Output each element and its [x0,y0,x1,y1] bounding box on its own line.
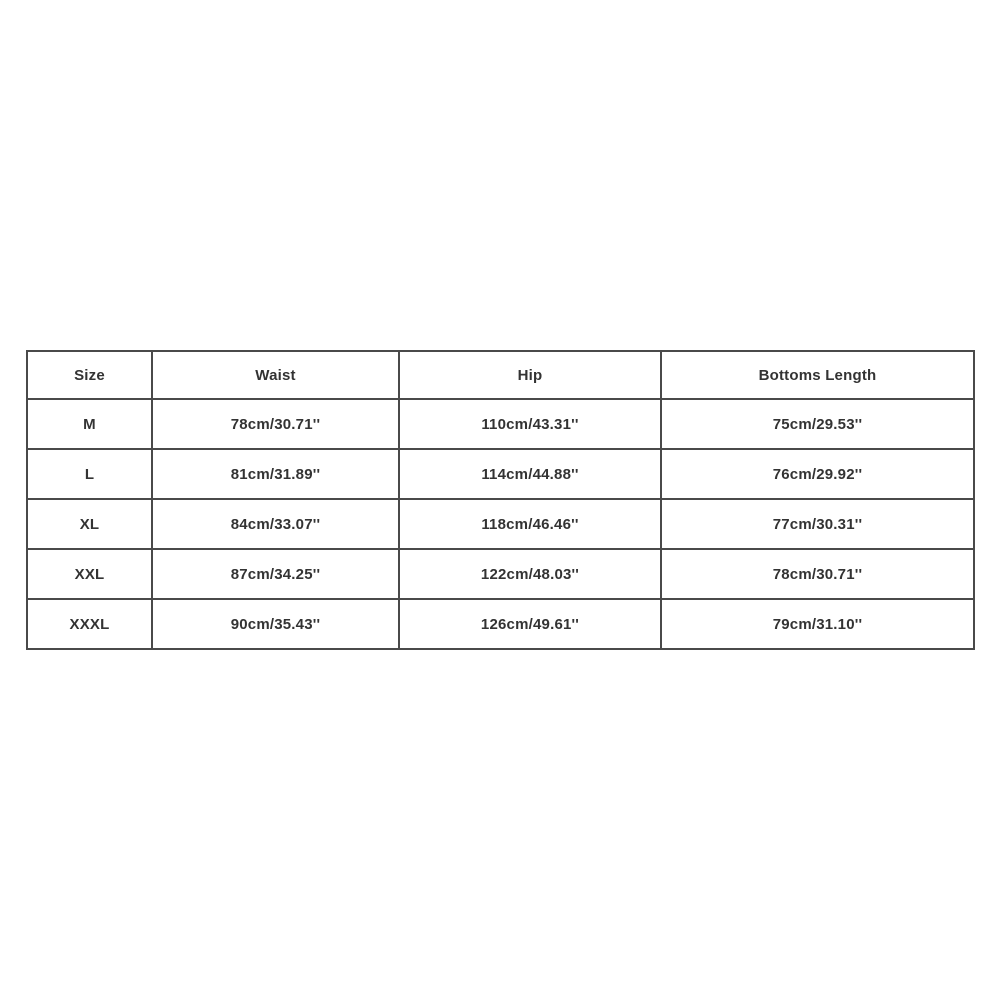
waist-cell: 81cm/31.89'' [152,449,399,499]
table-row [27,549,974,599]
bottoms-length-cell: 79cm/31.10'' [661,599,974,649]
hip-cell: 110cm/43.31'' [399,399,661,449]
bottoms-length-cell: 78cm/30.71'' [661,549,974,599]
waist-cell: 78cm/30.71'' [152,399,399,449]
column-header-size: Size [27,351,152,399]
table-row [27,499,974,549]
size-cell: XXL [27,549,152,599]
hip-cell: 122cm/48.03'' [399,549,661,599]
column-header-waist: Waist [152,351,399,399]
table-row [27,599,974,649]
size-cell: XXXL [27,599,152,649]
waist-cell: 90cm/35.43'' [152,599,399,649]
hip-cell: 118cm/46.46'' [399,499,661,549]
size-cell: XL [27,499,152,549]
waist-cell: 87cm/34.25'' [152,549,399,599]
bottoms-length-cell: 76cm/29.92'' [661,449,974,499]
table-header-row [27,351,974,399]
bottoms-length-cell: 77cm/30.31'' [661,499,974,549]
hip-cell: 126cm/49.61'' [399,599,661,649]
size-cell: L [27,449,152,499]
table-row [27,399,974,449]
column-header-hip: Hip [399,351,661,399]
table-row [27,449,974,499]
column-header-bottoms-length: Bottoms Length [661,351,974,399]
bottoms-length-cell: 75cm/29.53'' [661,399,974,449]
size-cell: M [27,399,152,449]
size-chart-table [26,350,975,650]
hip-cell: 114cm/44.88'' [399,449,661,499]
waist-cell: 84cm/33.07'' [152,499,399,549]
